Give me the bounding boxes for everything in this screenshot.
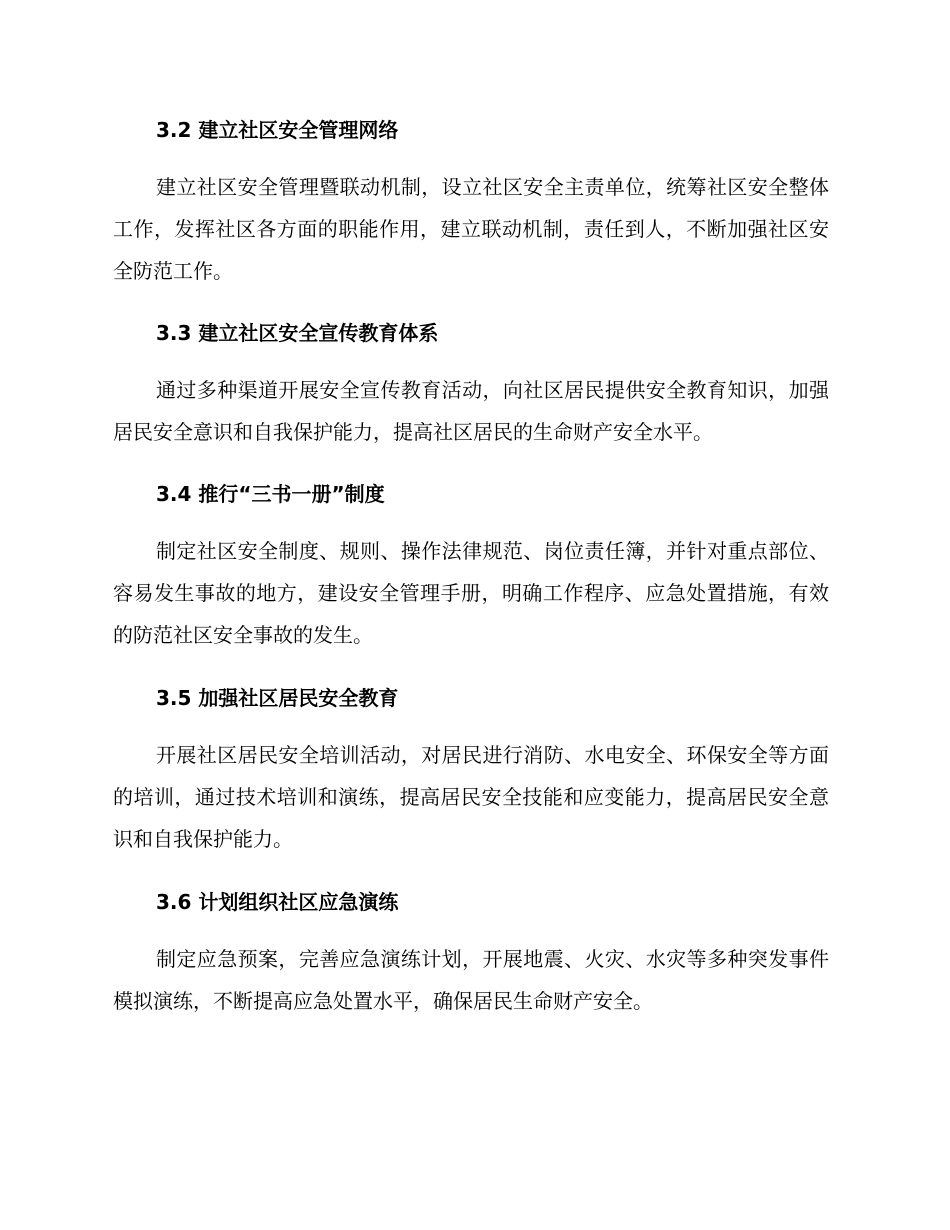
section-heading-3-2: 3.2 建立社区安全管理网络 (156, 118, 399, 142)
section-body-3-5: 开展社区居民安全培训活动，对居民进行消防、水电安全、环保安全等方面的培训，通过技术培训和演练，提高居民安全技能和应变能力，提高居民安全意识和自我保护能力。 (113, 743, 829, 851)
section-body-3-6: 制定应急预案，完善应急演练计划，开展地震、火灾、水灾等多种突发事件模拟演练，不断提高应急处置水平，确保居民生命财产安全。 (113, 947, 829, 1013)
section-heading-3-4: 3.4 推行“三书一册”制度 (156, 482, 385, 506)
section-heading-3-6: 3.6 计划组织社区应急演练 (156, 890, 399, 914)
section-heading-3-3: 3.3 建立社区安全宣传教育体系 (156, 321, 439, 345)
section-heading-3-5: 3.5 加强社区居民安全教育 (156, 686, 399, 710)
section-body-3-4: 制定社区安全制度、规则、操作法律规范、岗位责任簿，并针对重点部位、容易发生事故的地方，建设安全管理手册，明确工作程序、应急处置措施，有效的防范社区安全事故的发生。 (113, 539, 829, 647)
section-body-3-2: 建立社区安全管理暨联动机制，设立社区安全主责单位，统筹社区安全整体工作，发挥社区各方面的职能作用，建立联动机制，责任到人，不断加强社区安全防范工作。 (113, 175, 829, 283)
section-body-3-3: 通过多种渠道开展安全宣传教育活动，向社区居民提供安全教育知识，加强居民安全意识和自我保护能力，提高社区居民的生命财产安全水平。 (113, 378, 829, 444)
